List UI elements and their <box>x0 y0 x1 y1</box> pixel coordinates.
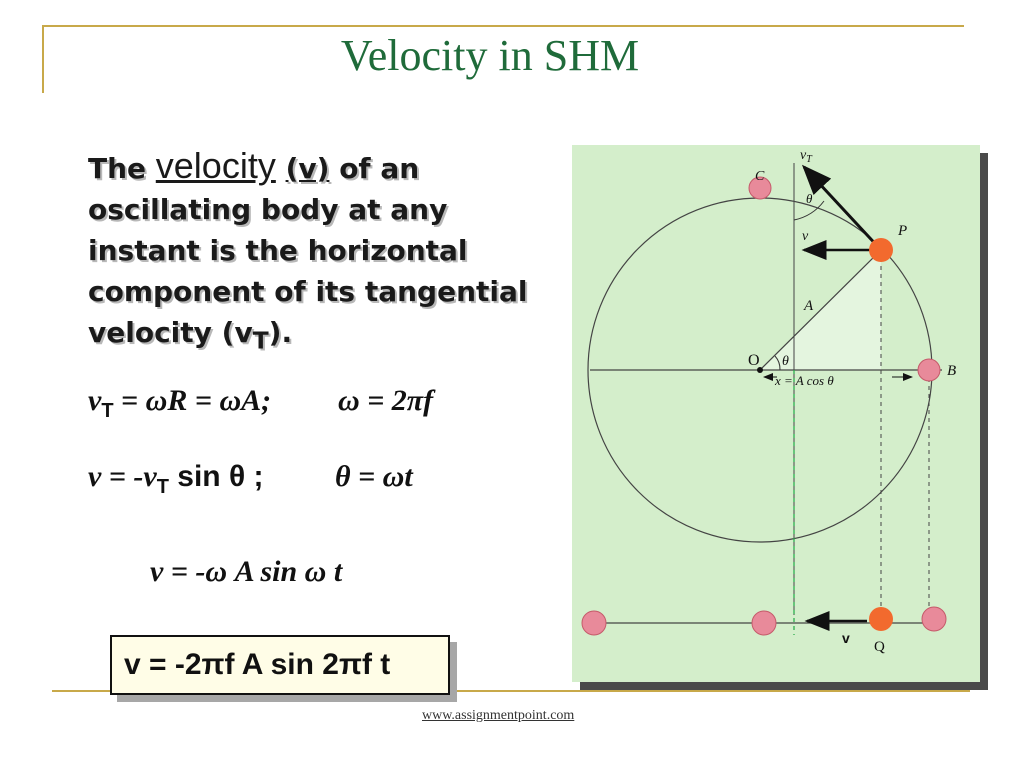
ball-b <box>918 359 940 381</box>
label-vt: $v_T$ <box>800 148 812 165</box>
intro-the: The <box>88 152 147 185</box>
intro-rest: of an oscillating body at any instant is the horizontal component of its tangential velocity (v <box>88 152 528 349</box>
footer-link[interactable]: www.assignmentpoint.com <box>422 708 575 723</box>
intro-v: (v) <box>285 152 330 185</box>
label-theta-top: θ <box>806 191 813 206</box>
label-o: O <box>748 352 760 369</box>
slide-title: Velocity in SHM <box>340 31 640 80</box>
diagram-svg <box>572 145 980 682</box>
result-equation: v = -2πf A sin 2πf t <box>124 648 391 681</box>
label-c: C <box>755 169 765 184</box>
label-v-top: v <box>802 229 809 244</box>
intro-velocity: velocity <box>155 145 276 186</box>
label-x: x = A cos θ <box>775 373 834 388</box>
eq3-text: v = -ω A sin ω t <box>150 555 343 588</box>
eq1-v: v <box>88 384 102 417</box>
shm-diagram <box>572 145 980 682</box>
ball-bottom-2 <box>752 611 776 635</box>
top-rule <box>42 25 964 27</box>
eq1-right: = ωR = ωA; <box>113 384 272 417</box>
vt-arrow <box>804 167 881 250</box>
equation-vt <box>88 384 271 423</box>
eq2-right: sin θ ; <box>168 460 264 493</box>
label-p: P <box>898 223 908 239</box>
eq2-theta: θ = ωt <box>335 460 413 493</box>
label-theta-center: θ <box>782 354 789 369</box>
intro-paragraph <box>88 145 528 362</box>
label-a: A <box>804 298 814 314</box>
eq1-sub: T <box>101 400 114 422</box>
intro-sub-t: T <box>252 326 269 355</box>
ball-q <box>869 607 893 631</box>
result-box <box>110 635 450 695</box>
equation-v <box>88 460 264 499</box>
label-b: B <box>947 363 957 379</box>
equation-theta <box>335 460 413 494</box>
eq2-left: v = -v <box>88 460 157 493</box>
ball-p <box>869 238 893 262</box>
eq2-sub: T <box>156 476 169 498</box>
equation-v-omega <box>150 555 342 589</box>
label-v-bottom: v <box>842 630 850 646</box>
ball-bottom-4 <box>922 607 946 631</box>
ball-bottom-1 <box>582 611 606 635</box>
intro-end: ). <box>268 316 293 349</box>
eq1-omega: ω = 2πf <box>338 384 434 417</box>
label-q: Q <box>874 639 885 655</box>
equation-omega <box>338 384 433 418</box>
